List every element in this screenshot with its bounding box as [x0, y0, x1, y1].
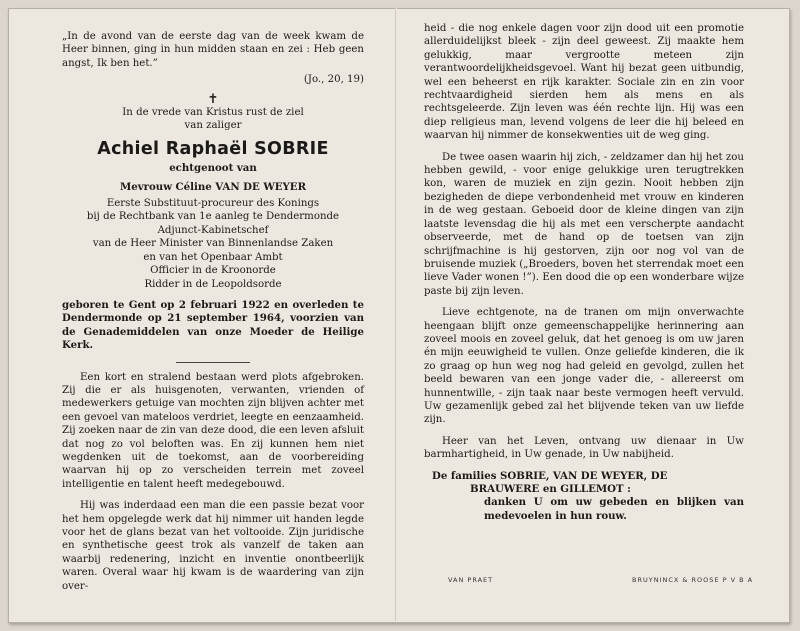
paragraph: De twee oasen waarin hij zich, - zeldzamer dan hij het zou hebben gewild, - voor enige gelukkige uren terugtrekken kon, waren de muziek en zijn gezin. Nooit hebben zijn bezigheden de diepe verbondenheid met vrouw en kinderen in de weg gestaan. Geboeid door de kleine dingen van zijn laatste levensdag die hij als met een verscherpte aandacht observeerde, met de hand op de toetsen van zijn schrijfmachine is hij gestorven, zijn oor nog vol van de bruisende muziek („Broeders, boven het sterrendak moet een lieve Vader wonen !”). Een dood die op een wonderbare wijze paste bij zijn leven.: [424, 151, 744, 297]
title-line: Eerste Substituut-procureur des Konings: [106, 198, 320, 210]
bible-quote: [62, 30, 364, 87]
spouse-label: echtgenoot van: [169, 162, 257, 175]
paragraph: Een kort en stralend bestaan werd plots afgebroken. Zij die er als huisgenoten, verwanten, vrienden of medewerkers getuige van mochten zijn blijven achter met een gevoel van mateloos verdriet, leegte en eenzaamheid. Zij zoeken naar de zin van deze dood, die een leven afsluit dat nog zo vol beloften was. En zij kunnen hem niet wegdenken uit de toekomst, aan de voorbereiding waarvan hij op zo verscheiden terrein met zoveel intelligentie en talent heeft medegebouwd.: [62, 371, 364, 490]
quote-text: „In de avond van de eerste dag van de week kwam de Heer binnen, ging in hun midden staan en zei : Heb geen angst, Ik ben het.”: [62, 31, 364, 69]
title-line: Officier in de Kroonorde: [150, 265, 276, 277]
printer-mark-left: VAN PRAET: [448, 576, 494, 584]
printer-mark-right: BRUYNINCX & ROOSE P V B A: [632, 576, 754, 584]
paragraph: Lieve echtgenote, na de tranen om mijn onverwachte heengaan blijft onze gemeenschappelijke herinnering aan zoveel moois en zoveel geluk, dat het genoeg is om uw jaren én mijn eeuwigheid te vullen. Onze geliefde kinderen, die ik zo graag op hun weg nog had geleid en gevolgd, zullen het beeld bewaren van een jonge vader die, - allereerst om hunnentwille, - zijn taak naar beste vermogen heeft vervuld. Uw gezamenlijk gebed zal het blijvende teken van uw liefde zijn.: [424, 307, 744, 426]
title-line: en van het Openbaar Ambt: [143, 251, 283, 263]
families-line-2: BRAUWERE en GILLEMOT :: [470, 483, 631, 495]
spouse-name: Mevrouw Céline VAN DE WEYER: [119, 180, 307, 193]
family-thanks: [432, 470, 744, 524]
paragraph: Hij was inderdaad een man die een passie bezat voor het hem opgelegde werk dat hij nimmer uit handen legde voor het de glans bezat van het voltooide. Zijn juridische en synthetische geest trok als vanzelf de taken aan waarbij redenering, inzicht en inventie onontbeerlijk waren. Overal waar hij kwam is de waardering van zijn over-: [62, 500, 364, 592]
families-line-1: De families SOBRIE, VAN DE WEYER, DE: [432, 469, 668, 482]
divider: [176, 362, 250, 363]
families-line-3: danken U om uw gebeden en blijken van medevoelen in hun rouw.: [484, 496, 744, 522]
center-fold: [395, 8, 397, 621]
title-line: Adjunct-Kabinetschef: [157, 224, 269, 236]
deceased-name: Achiel Raphaël SOBRIE: [97, 138, 329, 159]
paragraph: Heer van het Leven, ontvang uw dienaar in Uw barmhartigheid, in Uw genade, in Uw nabijheid.: [424, 435, 744, 461]
left-page: [62, 30, 364, 593]
intro-line-2: van zaliger: [184, 120, 242, 132]
titles-list: [62, 197, 364, 291]
paragraph: heid - die nog enkele dagen voor zijn dood uit een promotie allerduidelijkst bleek - zijn deel geweest. Zij maakte hem gelukkig, maar vergrootte meteen zijn verantwoordelijkheidsgevoel. Want hij bezat geen uitbundig, wel een beheerst en rijk karakter. Sociale zin en zin voor rechtvaardigheid sierden hem als mens en als rechtsgeleerde. Zijn leven was één rechte lijn. Hij was een diep religieus man, levend volgens de leer die hij beleed en waarvan hij nimmer de konsekwenties uit de weg ging.: [424, 23, 744, 142]
title-line: Ridder in de Leopoldsorde: [144, 278, 282, 290]
intro-line-1: In de vrede van Kristus rust de ziel: [122, 107, 304, 119]
birth-death-text: geboren te Gent op 2 februari 1922 en overleden te Dendermonde op 21 september 1964, voorzien van de Genademiddelen van onze Moeder de Heilige Kerk.: [62, 298, 364, 352]
quote-reference: (Jo., 20, 19): [303, 74, 364, 86]
right-page: [424, 22, 744, 523]
title-line: van de Heer Minister van Binnenlandse Zaken: [92, 238, 334, 250]
title-line: bij de Rechtbank van 1e aanleg te Dendermonde: [86, 211, 340, 223]
cross-icon: ✝: [207, 91, 219, 107]
